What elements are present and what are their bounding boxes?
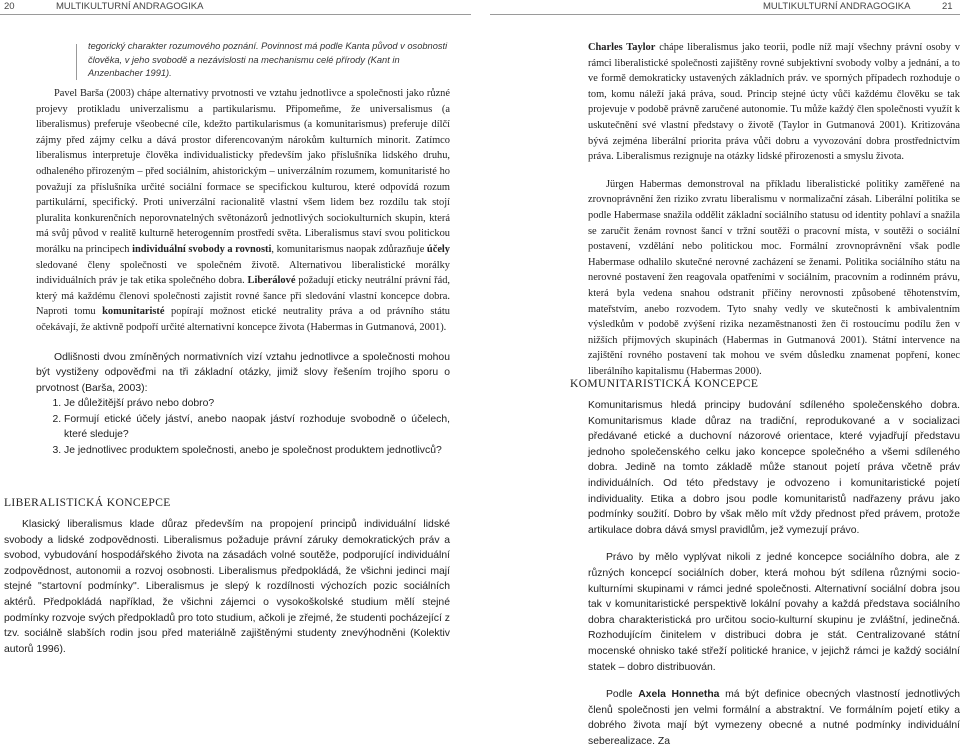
left-header-rule xyxy=(0,14,471,15)
paragraph: Klasický liberalismus klade důraz především na propojení principů individuální lidské svobody a lidské zodpovědnosti. Liberalismus požaduje právní záruky demokratických práv a svobod, vybudování hospodářského života na zásadách volné soutěže, podporující individuální zodpovědnost, autonomii a rozvoj osobnosti. Liberalismus předpokládá, že všichni jedinci mají stejné "startovní podmínky". Liberalismus je slepý k rozdílnosti výchozích pozic sociálních aktérů. Předpokládá například, že všichni zájemci o vysokoškolské studium mělí stejné podmínky rozvoje svých předpokladů pro toto studium, ačkoli je zřejmé, že studenti pocházející z tzv. sociálně slabších rodin jsou před materiálně zajištěnými studenty znevýhodněni (Kolektiv autorů 1996). xyxy=(4,519,450,655)
section-heading: KOMUNITARISTICKÁ KONCEPCE xyxy=(570,378,759,390)
section-heading: LIBERALISTICKÁ KONCEPCE xyxy=(4,497,171,509)
block-quote: tegorický charakter rozumového poznání. Povinnost má podle Kanta původ v osobnosti člověka, v jeho svobodě a nezávislosti na mechanismu celé přírody (Kant in Anzenbacher 1991). xyxy=(88,41,448,78)
quote-bar xyxy=(76,44,77,80)
list-item: 2. Formují etické účely jáství, anebo naopak jáství rozhoduje svobodně o účelech, které sleduje? xyxy=(64,412,450,443)
paragraph: Právo by mělo vyplývat nikoli z jedné koncepce sociálního dobra, ale z různých koncepcí sociálních dober, která mohou být sdílena různými socio-kulturními skupinami v rámci jedné společnosti. Alternativní sociální dobra jsou tak v komunitaristické perspektivě lokální povahy a každá představa sociálního dobra charakteristická pro určitou socio-kulturní skupinu je zvláštní, jedinečná. Rozhodujícím činitelem v distribuci dobra je stát. Centralizované státní mocenské ohnisko také střeží politické hranice, v jejichž rámci je každý sociální statek – dobro distribuován. xyxy=(588,552,960,673)
paragraph: Pavel Barša (2003) chápe alternativy prvotnosti ve vztahu jednotlivce a společnosti jako různé projevy protikladu univerzalismu a partikularismu. Připomeňme, že universalismus (a liberalismus) preferuje všeobecné cíle, kdežto partikularismus (a komunitarismus) preferuje dílčí zájmy před zájmy celku a dává prostor diferencovaným nárokům kulturních minorit. Zatímco liberalismus interpretuje člověka individualisticky především jako příslušníka lidského druhu, odhaleného přirozeným – před sociálním, ahistorickým – univerzálním rozumem, komunitaristé ho považují za příslušníka určité sociální formace se specifickou kulturou, které odpovídá rozum partikulární, specifický. Proti univerzální racionalitě vlastní všem lidem bez rozdílu tak stojí pluralita konkurenčních neporovnatelných světonázorů jednotlivých sociokulturních skupin, která má svůj původ v realitě kulturně heterogenním prostředí světa. Liberalismus staví svou politickou morálku na principech individuální svobody a rovnosti, komunitarismus naopak zdůrazňuje účely sledované členy společnosti ve společném životě. Alternativou liberalistické morálky individuálních práv je tak etika společného dobra. Liberálové požadují eticky neutrální právní řád, který má každému členovi společnosti zajistit rovné šance při sledování vlastní koncepce dobra. Naproti tomu komunitaristé popírají možnost etické neutrality práva a od právního státu očekávají, že aktivně podpoří určité alternativní koncepce života (Habermas in Gutmanová, 2001). xyxy=(36,88,451,333)
left-page-number: 20 xyxy=(4,1,15,12)
right-upper-column xyxy=(588,40,960,379)
paragraph: Komunitarismus hledá principy budování sdíleného společenského dobra. Komunitarismus klade důraz na tradiční, reprodukované a v socializaci předávané etické a duchovní názorové orientace, které vyjadřují představu jednoho společenského celku jako koncepce společného a všemi sdíleného dobra. Jedině na tomto základě může stanout pojetí práva včetně práv individuálních. Od této představy je odvozeno i komunitaristické pojetí individuality. Etika a dobro jsou podle komunitaristů nadřazeny právu jako podmínky soužití. Dobro by však mělo mít vždy přednost před právem, protože artikulace dobra dává smysl pravidlům, jež vymezují právo. xyxy=(588,400,960,536)
list-item: 3. Je jednotlivec produktem společnosti, anebo je společnost produktem jednotlivců? xyxy=(64,443,450,459)
paragraph: Odlišnosti dvou zmíněných normativních vizí vztahu jednotlivce a společnosti mohou být vystiženy odpověďmi na tři základní otázky, jimiž slovy řešením trojího sporu o prvotnost (Barša, 2003): xyxy=(36,351,450,394)
right-running-title: MULTIKULTURNÍ ANDRAGOGIKA xyxy=(763,1,911,12)
page-header xyxy=(0,0,960,14)
paragraph: Charles Taylor chápe liberalismus jako teorii, podle níž mají všechny právní osoby v rámci liberalistické společnosti zajištěny rovné subjektivní svobody volby a jednání, a to ve formě demokraticky ustavených základních práv. ve sporných případech rozhoduje o tom, komu náleží jaká práva, soud. Princip stejné úcty vůči každému člověku se tak projevuje v podobě právně zaručené autonomie. Tu může každý člen společnosti využít k uskutečnění své vlastní představy o životě (Taylor in Gutmanová 2001). Kritizována bývá zejména liberální priorita práva vůči dobru a vyvozování dobra prostřednictvím práva. Liberalismus rezignuje na otázky lidské přirozenosti a smyslu života. xyxy=(588,42,960,163)
question-list xyxy=(36,396,450,458)
right-lower-column xyxy=(588,398,960,749)
paragraph: Podle Axela Honnetha má být definice obecných vlastností jednotlivých členů společnosti jen velmi formální a abstraktní. Ve formálním pojetí etiky a dobrého života mají být vymezeny obecné a nutné podmínky individuální seberealizace. Za xyxy=(588,689,960,747)
right-header-rule xyxy=(490,14,960,15)
left-body-column xyxy=(36,86,450,459)
paragraph: Jürgen Habermas demonstroval na příkladu liberalistické politiky zaměřené na zrovnoprávnění žen riziko zvratu liberalismu v normalizační zásah. Liberální politika se podle Habermase snažila oddělit základní sociálního statusu od identity pohlaví a snažila se zaručit ženám rovnost šancí v tržní soutěži o pracovní místa, v soutěži o sociální postavení, vzdělání nebo politickou moc. Formální zrovnoprávnění však podle Habermase odhalilo skutečné nerovné zacházení se ženami. Politika sociálního státu na nerovné postavení žen reagovala opatřeními v sociálním, pracovním a rodinném právu, která byla vedena snahou odstranit příčiny nerovnosti způsobené těhotenstvím, mateřstvím, anebo rozvodem. Tyto snahy vedly ve skutečnosti k ambivalentním výsledkům v podobě zvýšení rizika nezaměstnanosti žen či rostoucímu podílu žen v nižších příjmových skupinách (Habermas in Gutmanová 2001). Státní intervence na zajištění rovného postavení tak mohou ve svém důsledku znamenat popření, konec liberálního kapitalismu (Habermas 2000). xyxy=(588,178,960,377)
left-lower-column xyxy=(4,517,450,657)
list-item: 1. Je důležitější právo nebo dobro? xyxy=(64,396,450,412)
left-running-title: MULTIKULTURNÍ ANDRAGOGIKA xyxy=(56,1,204,12)
right-page-number: 21 xyxy=(942,1,953,12)
